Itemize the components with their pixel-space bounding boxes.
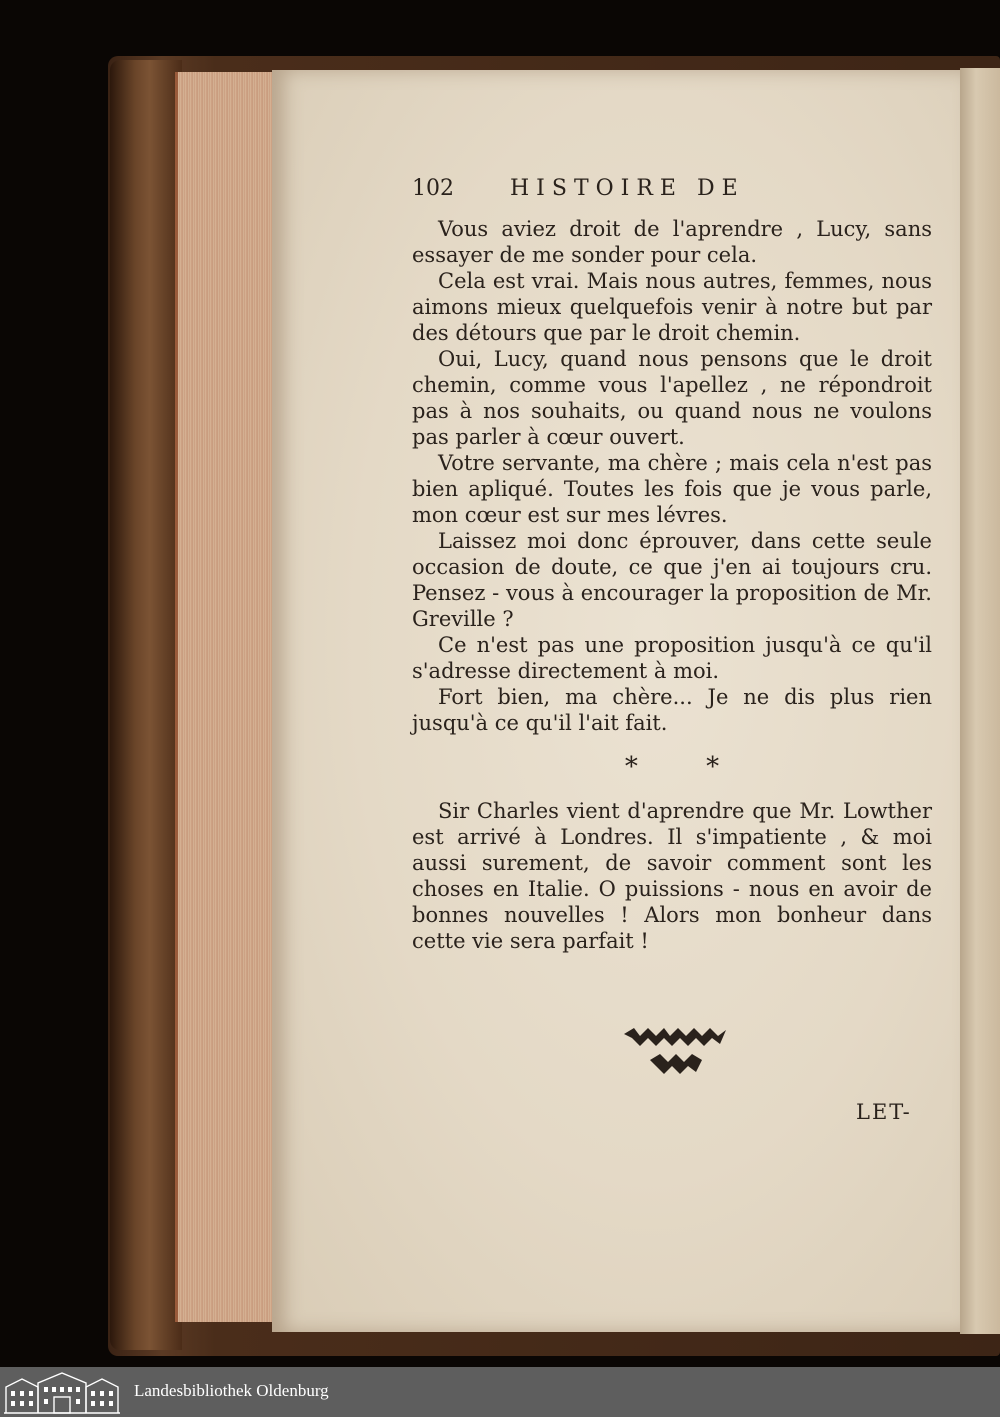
paragraph: Oui, Lucy, quand nous pensons que le droit chemin, comme vous l'apellez , ne répondroit pas à nos souhaits, ou quand nous ne voulons pas parler à cœur ouvert. [412,347,932,449]
printer-ornament-icon [620,1026,730,1082]
library-name: Landesbibliothek Oldenburg [134,1381,329,1400]
catchword: LET- [856,1100,912,1124]
binding-spine [110,60,182,1350]
page-text [412,176,932,954]
library-footer-bar [0,1367,1000,1417]
section-break: * * [624,752,750,782]
page-edges [175,72,278,1322]
running-title: HISTOIRE DE [510,176,745,201]
paragraph: Vous aviez droit de l'aprendre , Lucy, sans essayer de me sonder pour cela. [412,217,932,267]
running-head [412,176,932,210]
paragraph: Laissez moi donc éprouver, dans cette seule occasion de doute, ce que j'en ai toujours cru. Pensez - vous à encourager la proposition de Mr. Greville ? [412,529,932,631]
facing-page-edge [960,68,1000,1334]
paragraph: Votre servante, ma chère ; mais cela n'est pas bien apliqué. Toutes les fois que je vous parle, mon cœur est sur mes lévres. [412,451,932,527]
paragraph: Ce n'est pas une proposition jusqu'à ce qu'il s'adresse directement à moi. [412,633,932,683]
library-building-logo-icon [2,1369,122,1415]
paragraph: Cela est vrai. Mais nous autres, femmes, nous aimons mieux quelquefois venir à notre but par des détours que par le droit chemin. [412,269,932,345]
paragraph: Sir Charles vient d'aprendre que Mr. Lowther est arrivé à Londres. Il s'impatiente , & moi aussi surement, de savoir comment sont les choses en Italie. O puissions - nous en avoir de bonnes nouvelles ! Alors mon bonheur dans cette vie sera parfait ! [412,799,932,953]
paragraph: Fort bien, ma chère... Je ne dis plus rien jusqu'à ce qu'il l'ait fait. [412,685,932,735]
page-number: 102 [412,176,454,201]
